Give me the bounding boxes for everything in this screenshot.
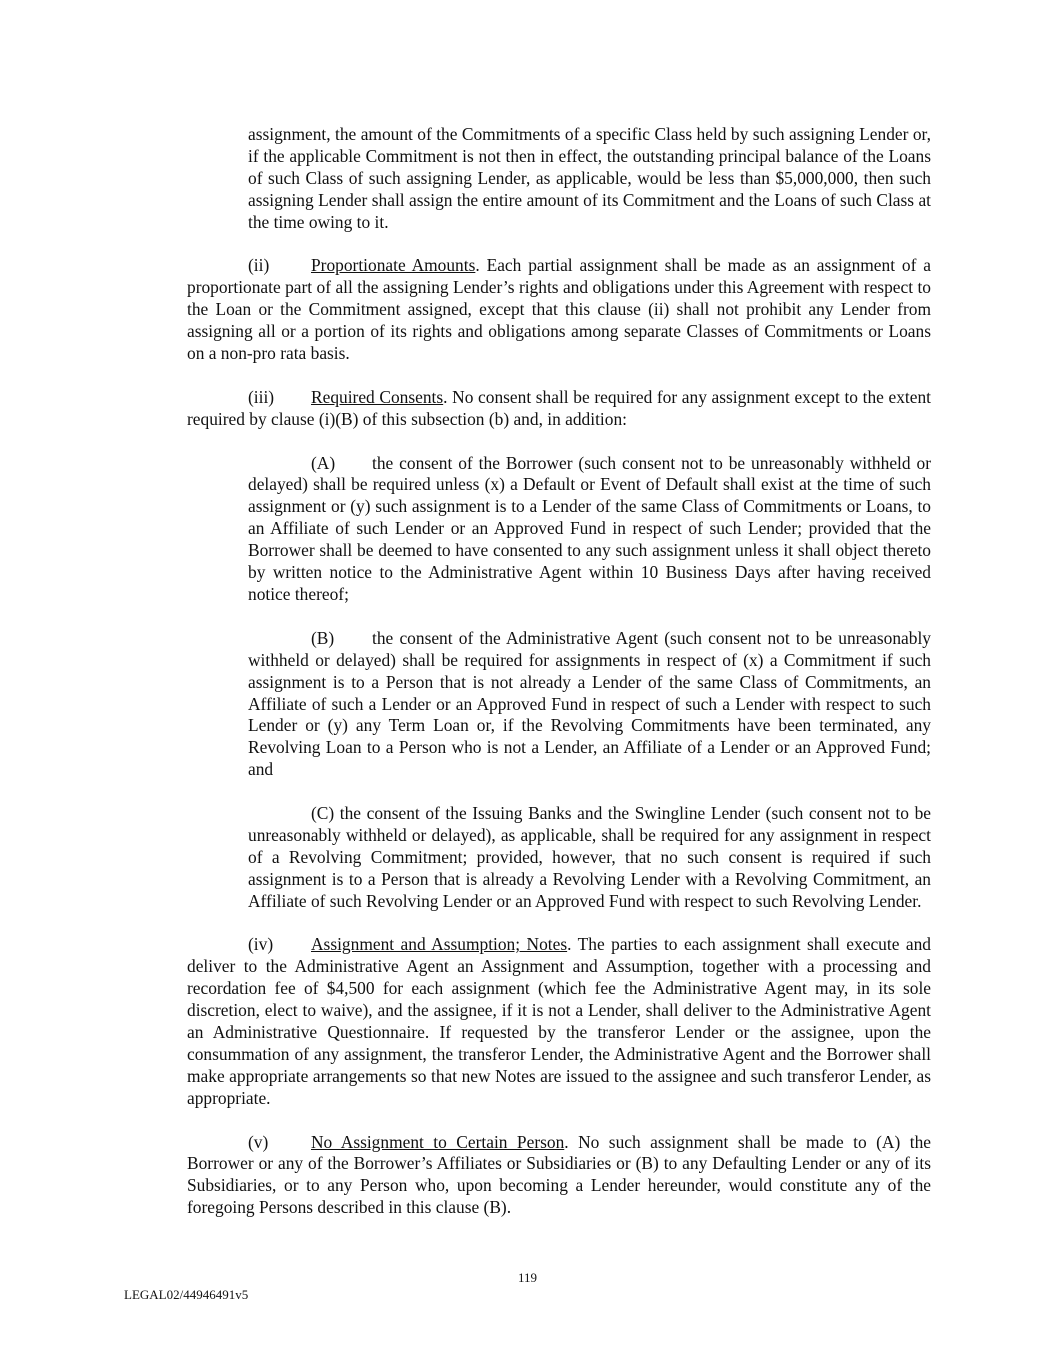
clause-heading: Required Consents: [311, 386, 444, 407]
subclause-text: the consent of the Borrower (such consent not to be unreasonably withheld or delayed) shall be required unless (x) a Default or Event of Default shall exist at the time of such assignment or (y) such assignment is to a Lender of the same Class of Commitments or Loans, to an Affiliate of such Lender or an Approved Fund in respect of such Lender; provided that the Borrower shall be deemed to have consented to any such assignment unless it shall object thereto by written notice to the Administrative Agent within 10 Business Days after having received notice thereof;: [248, 452, 931, 604]
clause-v: [187, 1132, 931, 1220]
document-body: [187, 124, 931, 1241]
subclause-label: (A): [311, 452, 336, 473]
clause-ii: [187, 255, 931, 365]
page-number: 119: [517, 1270, 538, 1285]
continued-paragraph: assignment, the amount of the Commitments of a specific Class held by such assigning Lender or, if the applicable Commitment is not then in effect, the outstanding principal balance of the Loans of such Class of such assigning Lender, as applicable, would be less than $5,000,000, then such assigning Lender shall assign the entire amount of its Commitment and the Loans of such Class at the time owing to it.: [248, 124, 931, 232]
clause-iv: [187, 934, 931, 1109]
subclause-c: [248, 803, 931, 913]
clause-text: . No such assignment shall be made to (A) the Borrower or any of the Borrower’s Affiliates or Subsidiaries or (B) to any Defaulting Lender or any of its Subsidiaries, or to any Person who, upon becoming a Lender hereunder, would constitute any of the foregoing Persons described in this clause (B).: [187, 1131, 931, 1218]
clause-text: . No consent shall be required for any assignment except to the extent required by clause (i)(B) of this subsection (b) and, in addition:: [187, 386, 931, 429]
subclause-text: the consent of the Issuing Banks and the Swingline Lender (such consent not to be unreasonably withheld or delayed), as applicable, shall be required for any assignment in respect of a Revolving Commitment; provided, however, that no such consent is required if such assignment is to a Person that is already a Revolving Lender with a Revolving Commitment, an Affiliate of such Revolving Lender or an Approved Fund with respect to such Revolving Lender.: [248, 803, 931, 911]
clause-label: (iii): [248, 386, 275, 407]
document-id: LEGAL02/44946491v5: [124, 1287, 249, 1302]
clause-text: . Each partial assignment shall be made as an assignment of a proportionate part of all the assigning Lender’s rights and obligations under this Agreement with respect to the Loan or the Commitment assigned, except that this clause (ii) shall not prohibit any Lender from assigning all or a portion of its rights and obligations among separate Classes of Commitments or Loans on a non-pro rata basis.: [187, 255, 932, 364]
subclause-b: [248, 628, 931, 781]
subclause-text: the consent of the Administrative Agent (such consent not to be unreasonably withheld or delayed) shall be required for assignments in respect of (x) a Commitment if such assignment is to a Person that is not already a Lender of the same Class of Commitments, an Affiliate of such a Lender or an Approved Fund in respect of such a Lender with respect to such Lender or (y) any Term Loan or, if the Revolving Commitments have been terminated, any Revolving Loan to a Person who is not a Lender, an Affiliate of a Lender or an Approved Fund; and: [248, 627, 931, 780]
subclause-label: (B): [311, 627, 335, 648]
clause-heading: Proportionate Amounts: [311, 255, 476, 276]
clause-text: . The parties to each assignment shall execute and deliver to the Administrative Agent an Assignment and Assumption, together with a processing and recordation fee of $4,500 for each assignment (which fee the Administrative Agent may, in its sole discretion, elect to waive), and the assignee, if it is not a Lender, shall deliver to the Administrative Agent an Administrative Questionnaire. If requested by the transferor Lender or the assignee, upon the consummation of any assignment, the transferor Lender, the Administrative Agent and the Borrower shall make appropriate arrangements so that new Notes are issued to the assignee and such transferor Lender, as appropriate.: [187, 934, 931, 1108]
subclause-a: [248, 453, 931, 606]
clause-label: (iv): [248, 934, 274, 955]
clause-heading: No Assignment to Certain Person: [311, 1131, 565, 1152]
subclause-label: (C): [311, 803, 335, 824]
clause-heading: Assignment and Assumption; Notes: [311, 934, 568, 955]
clause-iii: [187, 387, 931, 431]
clause-label: (v): [248, 1131, 269, 1152]
clause-label: (ii): [248, 255, 270, 276]
